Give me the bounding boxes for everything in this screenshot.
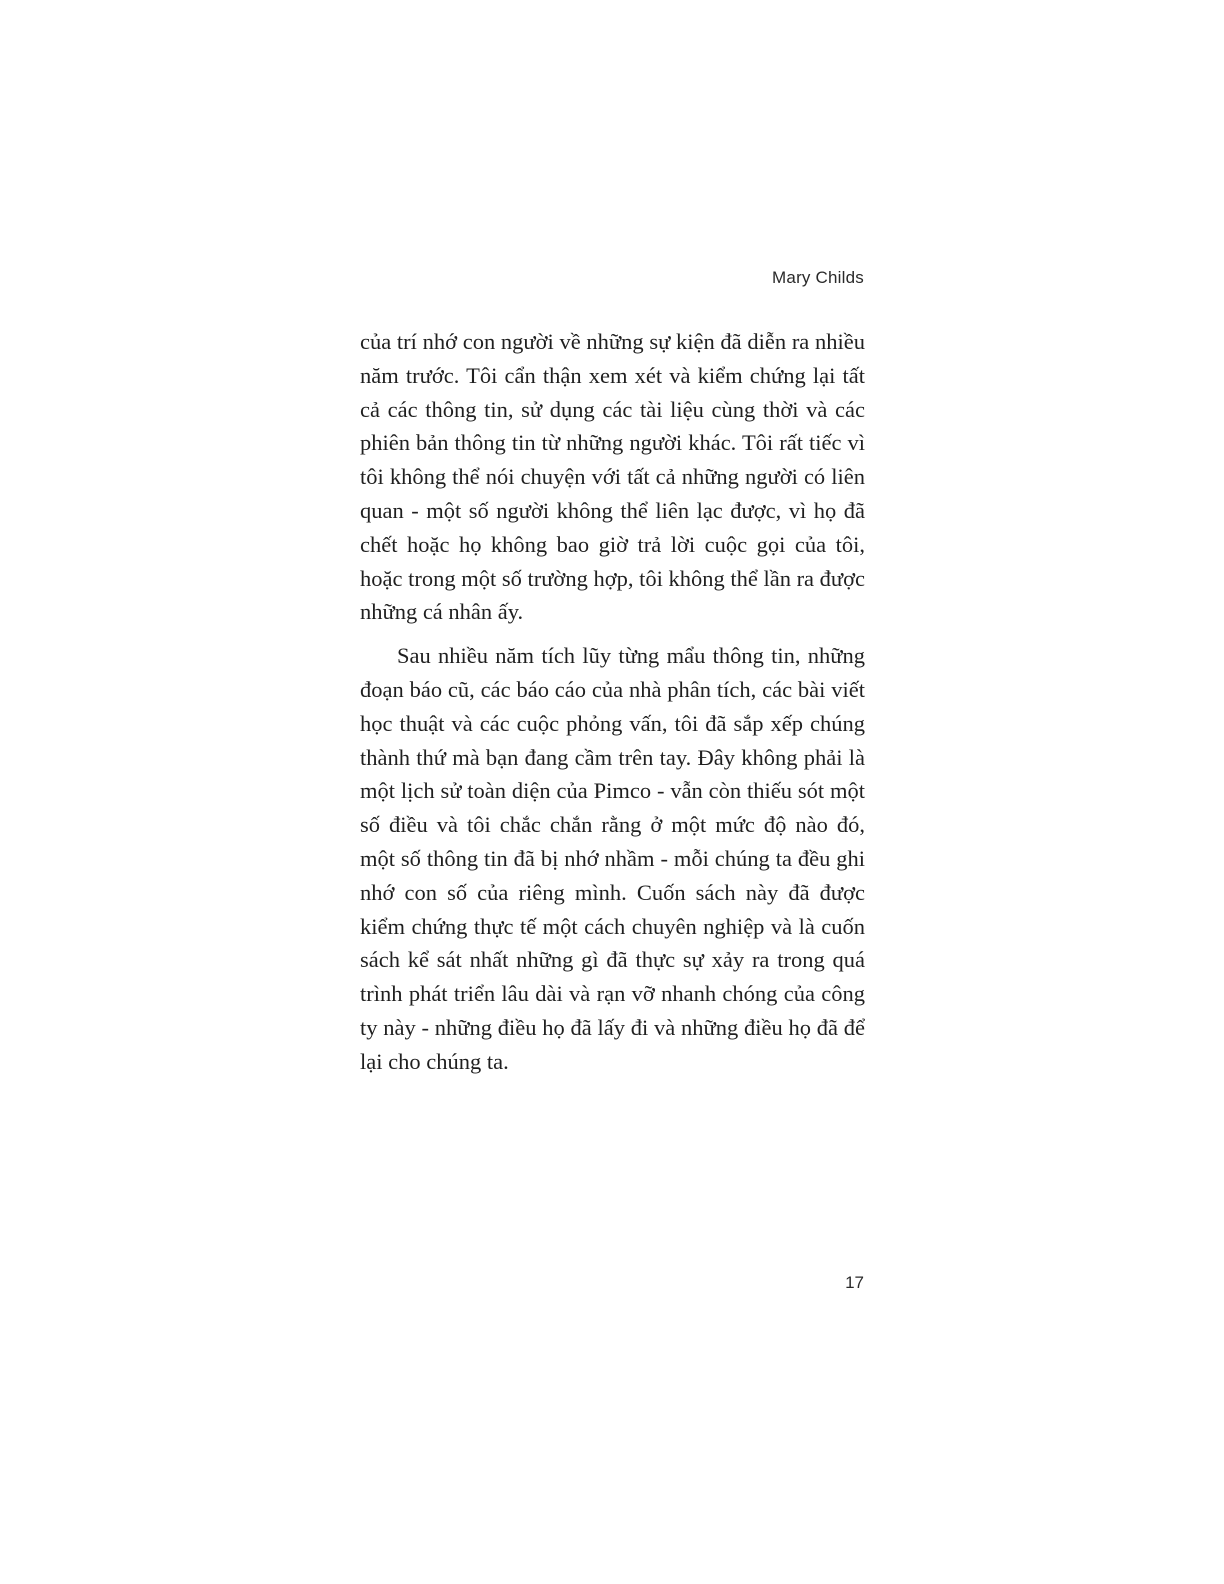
- running-header-author: Mary Childs: [772, 268, 864, 287]
- body-text: [360, 325, 865, 1079]
- page-number: 17: [845, 1273, 864, 1292]
- paragraph-continuation: của trí nhớ con người về những sự kiện đã diễn ra nhiều năm trước. Tôi cẩn thận xem xét và kiểm chứng lại tất cả các thông tin, sử dụng các tài liệu cùng thời và các phiên bản thông tin từ những người khác. Tôi rất tiếc vì tôi không thể nói chuyện với tất cả những người có liên quan - một số người không thể liên lạc được, vì họ đã chết hoặc họ không bao giờ trả lời cuộc gọi của tôi, hoặc trong một số trường hợp, tôi không thể lần ra được những cá nhân ấy.: [360, 329, 865, 625]
- paragraph: Sau nhiều năm tích lũy từng mẩu thông tin, những đoạn báo cũ, các báo cáo của nhà phân tích, các bài viết học thuật và các cuộc phỏng vấn, tôi đã sắp xếp chúng thành thứ mà bạn đang cầm trên tay. Đây không phải là một lịch sử toàn diện của Pimco - vẫn còn thiếu sót một số điều và tôi chắc chắn rằng ở một mức độ nào đó, một số thông tin đã bị nhớ nhầm - mỗi chúng ta đều ghi nhớ con số của riêng mình. Cuốn sách này đã được kiểm chứng thực tế một cách chuyên nghiệp và là cuốn sách kể sát nhất những gì đã thực sự xảy ra trong quá trình phát triển lâu dài và rạn vỡ nhanh chóng của công ty này - những điều họ đã lấy đi và những điều họ đã để lại cho chúng ta.: [360, 643, 865, 1074]
